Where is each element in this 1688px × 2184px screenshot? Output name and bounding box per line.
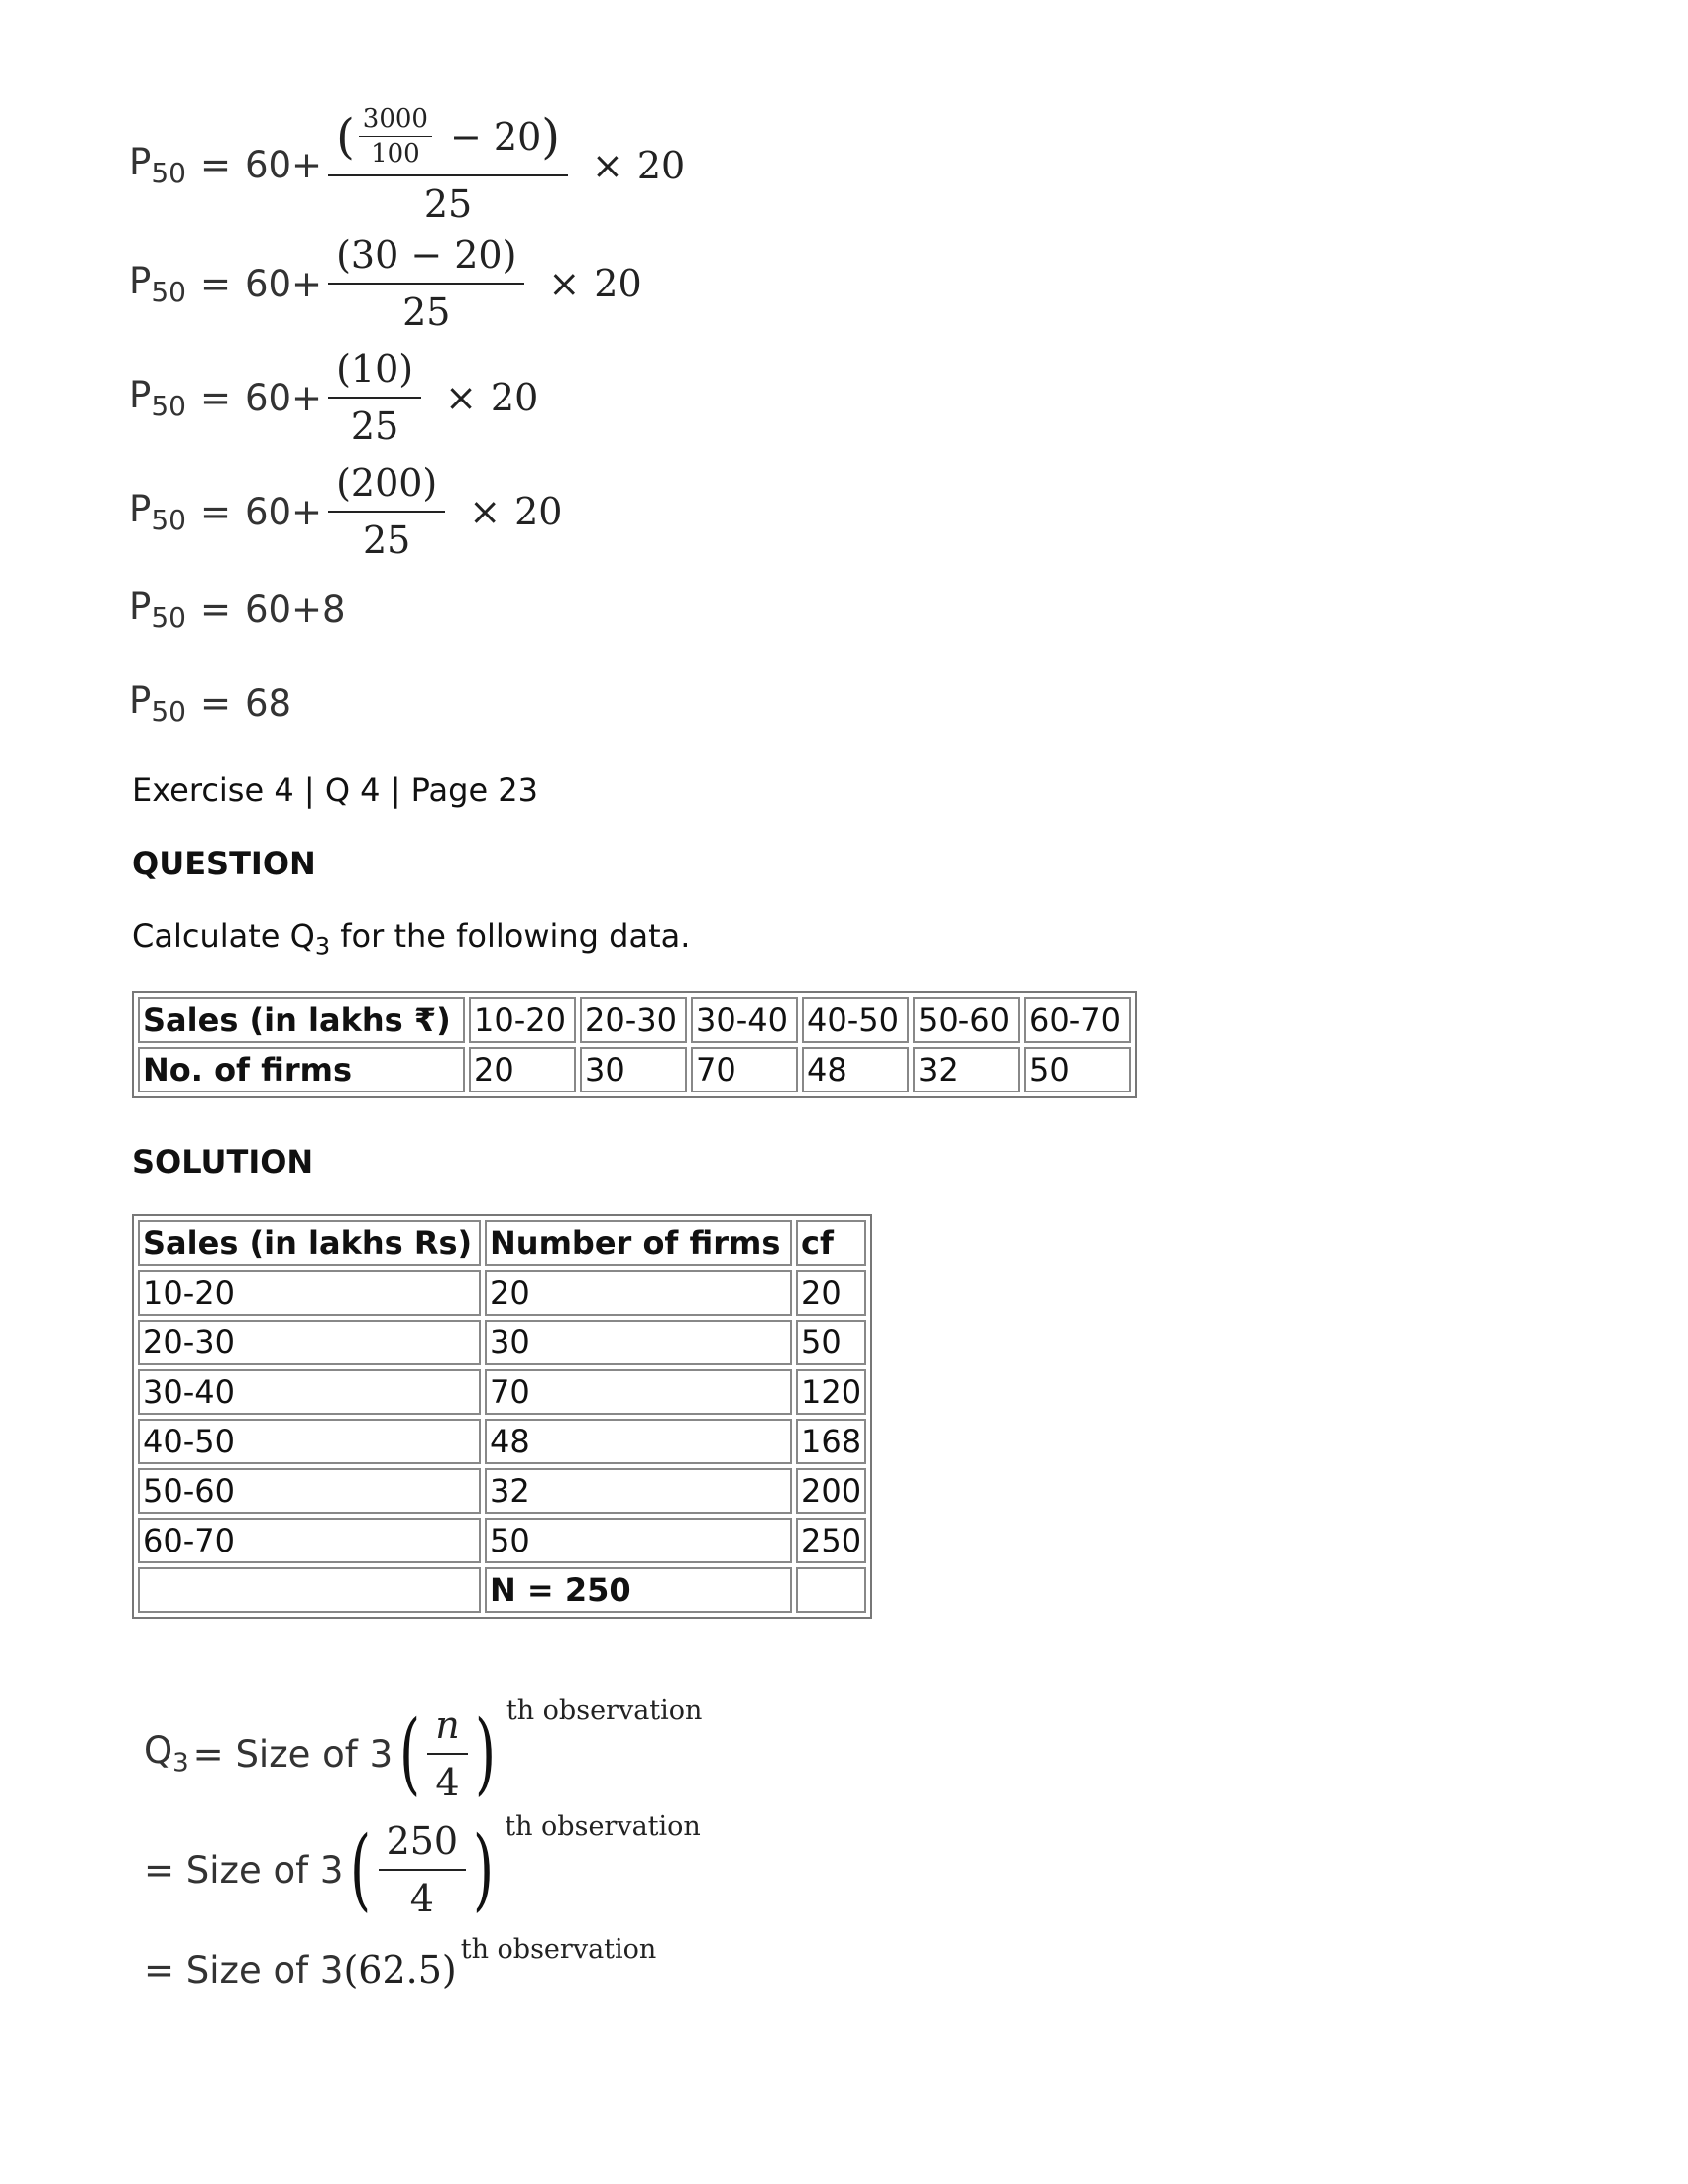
table-cell: 50 bbox=[485, 1518, 792, 1563]
size-of-text: = Size of 3 bbox=[144, 1948, 344, 1992]
size-of-text: Size of 3 bbox=[235, 1732, 394, 1776]
equals-sign: = bbox=[199, 262, 231, 305]
table-cell: 20 bbox=[469, 1047, 576, 1092]
table-cell: 10-20 bbox=[469, 997, 576, 1043]
superscript-text: th observation bbox=[506, 1695, 703, 1726]
table-cell: Sales (in lakhs ₹) bbox=[138, 997, 465, 1043]
fraction: $\frac{n}{4}$ bbox=[427, 1703, 467, 1804]
multiplier: 20 bbox=[636, 143, 686, 187]
q3-label: $Q_3$ bbox=[144, 1729, 189, 1779]
table-cell bbox=[138, 1567, 481, 1613]
solution-table bbox=[132, 1214, 872, 1619]
q3-formula-line-1: $Q_3$ = Size of 3 ( $\frac{n}{4}$ ) th observation bbox=[144, 1695, 703, 1805]
table-row bbox=[138, 1270, 866, 1316]
base-term: 60+ bbox=[244, 490, 323, 533]
result-value: 60+8 bbox=[244, 588, 346, 631]
table-cell: 32 bbox=[913, 1047, 1020, 1092]
table-row bbox=[138, 1320, 866, 1365]
table-header-cell: Number of firms bbox=[485, 1220, 792, 1266]
base-term: 60+ bbox=[244, 376, 323, 419]
equals-sign: = bbox=[199, 682, 231, 725]
p50-label: $P_{50}$ bbox=[129, 373, 186, 422]
times-sign: × bbox=[548, 262, 581, 305]
table-cell: 70 bbox=[485, 1369, 792, 1415]
table-cell: 20-30 bbox=[138, 1320, 481, 1365]
table-cell: 50-60 bbox=[138, 1468, 481, 1514]
p50-label: $P_{50}$ bbox=[129, 259, 186, 308]
base-term: 60+ bbox=[244, 262, 323, 305]
table-cell: 48 bbox=[802, 1047, 909, 1092]
fraction: $\frac{(200)}{25}$ bbox=[328, 461, 445, 562]
table-header-cell: Sales (in lakhs Rs) bbox=[138, 1220, 481, 1266]
table-cell: 30-40 bbox=[138, 1369, 481, 1415]
formula-row-6 bbox=[129, 679, 291, 728]
table-cell: 32 bbox=[485, 1468, 792, 1514]
multiplier: 20 bbox=[594, 262, 642, 305]
table-cell: 50 bbox=[796, 1320, 866, 1365]
equals-sign: = bbox=[199, 376, 231, 419]
table-cell: 70 bbox=[691, 1047, 798, 1092]
table-cell: 200 bbox=[796, 1468, 866, 1514]
table-cell: 250 bbox=[796, 1518, 866, 1563]
base-term: 60+ bbox=[244, 144, 323, 186]
p50-label: $P_{50}$ bbox=[129, 585, 186, 633]
q3-formula-line-2: = Size of 3 ( $\frac{250}{4}$ ) th observation bbox=[144, 1811, 701, 1921]
table-cell: 50-60 bbox=[913, 997, 1020, 1043]
table-row bbox=[138, 1518, 866, 1563]
solution-heading: SOLUTION bbox=[132, 1143, 314, 1181]
table-cell: 20-30 bbox=[580, 997, 687, 1043]
fraction: $\frac{250}{4}$ bbox=[379, 1819, 467, 1920]
fraction: $\frac{(10)}{25}$ bbox=[328, 347, 421, 448]
times-sign: × bbox=[445, 376, 477, 419]
question-table bbox=[132, 991, 1137, 1098]
table-cell: 60-70 bbox=[1024, 997, 1131, 1043]
equals-sign: = bbox=[199, 490, 231, 533]
table-header-row bbox=[138, 1220, 866, 1266]
table-cell: N = 250 bbox=[485, 1567, 792, 1613]
table-cell: 20 bbox=[485, 1270, 792, 1316]
times-sign: × bbox=[469, 490, 502, 533]
table-cell: 30 bbox=[485, 1320, 792, 1365]
result-value: 68 bbox=[244, 682, 292, 725]
table-row bbox=[138, 997, 1131, 1043]
table-cell: 40-50 bbox=[802, 997, 909, 1043]
formula-row-2 bbox=[129, 233, 642, 334]
p50-label: $P_{50}$ bbox=[129, 141, 186, 189]
multiplier: 20 bbox=[514, 490, 563, 533]
table-cell: 30 bbox=[580, 1047, 687, 1092]
fraction: $\frac{(30 - 20)}{25}$ bbox=[328, 233, 524, 334]
table-row bbox=[138, 1419, 866, 1464]
superscript-text: th observation bbox=[505, 1811, 701, 1842]
table-header-cell: cf bbox=[796, 1220, 866, 1266]
exercise-reference: Exercise 4 | Q 4 | Page 23 bbox=[132, 771, 539, 809]
formula-row-3 bbox=[129, 347, 538, 448]
table-cell: 120 bbox=[796, 1369, 866, 1415]
multiplier: 20 bbox=[490, 376, 539, 419]
table-cell: 30-40 bbox=[691, 997, 798, 1043]
table-cell: 168 bbox=[796, 1419, 866, 1464]
equals-sign: = bbox=[199, 588, 231, 631]
q3-formula-line-3 bbox=[144, 1934, 657, 1992]
fraction: ( $\frac{3000}{100}$ − 20 ) 25 bbox=[328, 104, 568, 226]
question-heading: QUESTION bbox=[132, 845, 316, 882]
p50-label: $P_{50}$ bbox=[129, 487, 186, 536]
table-cell: 40-50 bbox=[138, 1419, 481, 1464]
p50-label: $P_{50}$ bbox=[129, 679, 186, 728]
table-cell: 48 bbox=[485, 1419, 792, 1464]
formula-row-5 bbox=[129, 585, 346, 633]
superscript-text: th observation bbox=[460, 1934, 657, 1965]
formula-row-4 bbox=[129, 461, 562, 562]
equals-sign: = bbox=[199, 144, 231, 186]
table-row bbox=[138, 1468, 866, 1514]
table-cell: 60-70 bbox=[138, 1518, 481, 1563]
question-text: Calculate $Q_3$ for the following data. bbox=[132, 917, 691, 961]
times-sign: × bbox=[591, 143, 623, 187]
size-of-text: = Size of 3 bbox=[144, 1848, 344, 1892]
table-cell: 10-20 bbox=[138, 1270, 481, 1316]
table-row bbox=[138, 1369, 866, 1415]
value: (62.5) bbox=[343, 1948, 457, 1992]
table-cell bbox=[796, 1567, 866, 1613]
table-cell: No. of firms bbox=[138, 1047, 465, 1092]
formula-row-1 bbox=[129, 104, 685, 226]
table-row bbox=[138, 1047, 1131, 1092]
table-total-row bbox=[138, 1567, 866, 1613]
table-cell: 50 bbox=[1024, 1047, 1131, 1092]
table-cell: 20 bbox=[796, 1270, 866, 1316]
